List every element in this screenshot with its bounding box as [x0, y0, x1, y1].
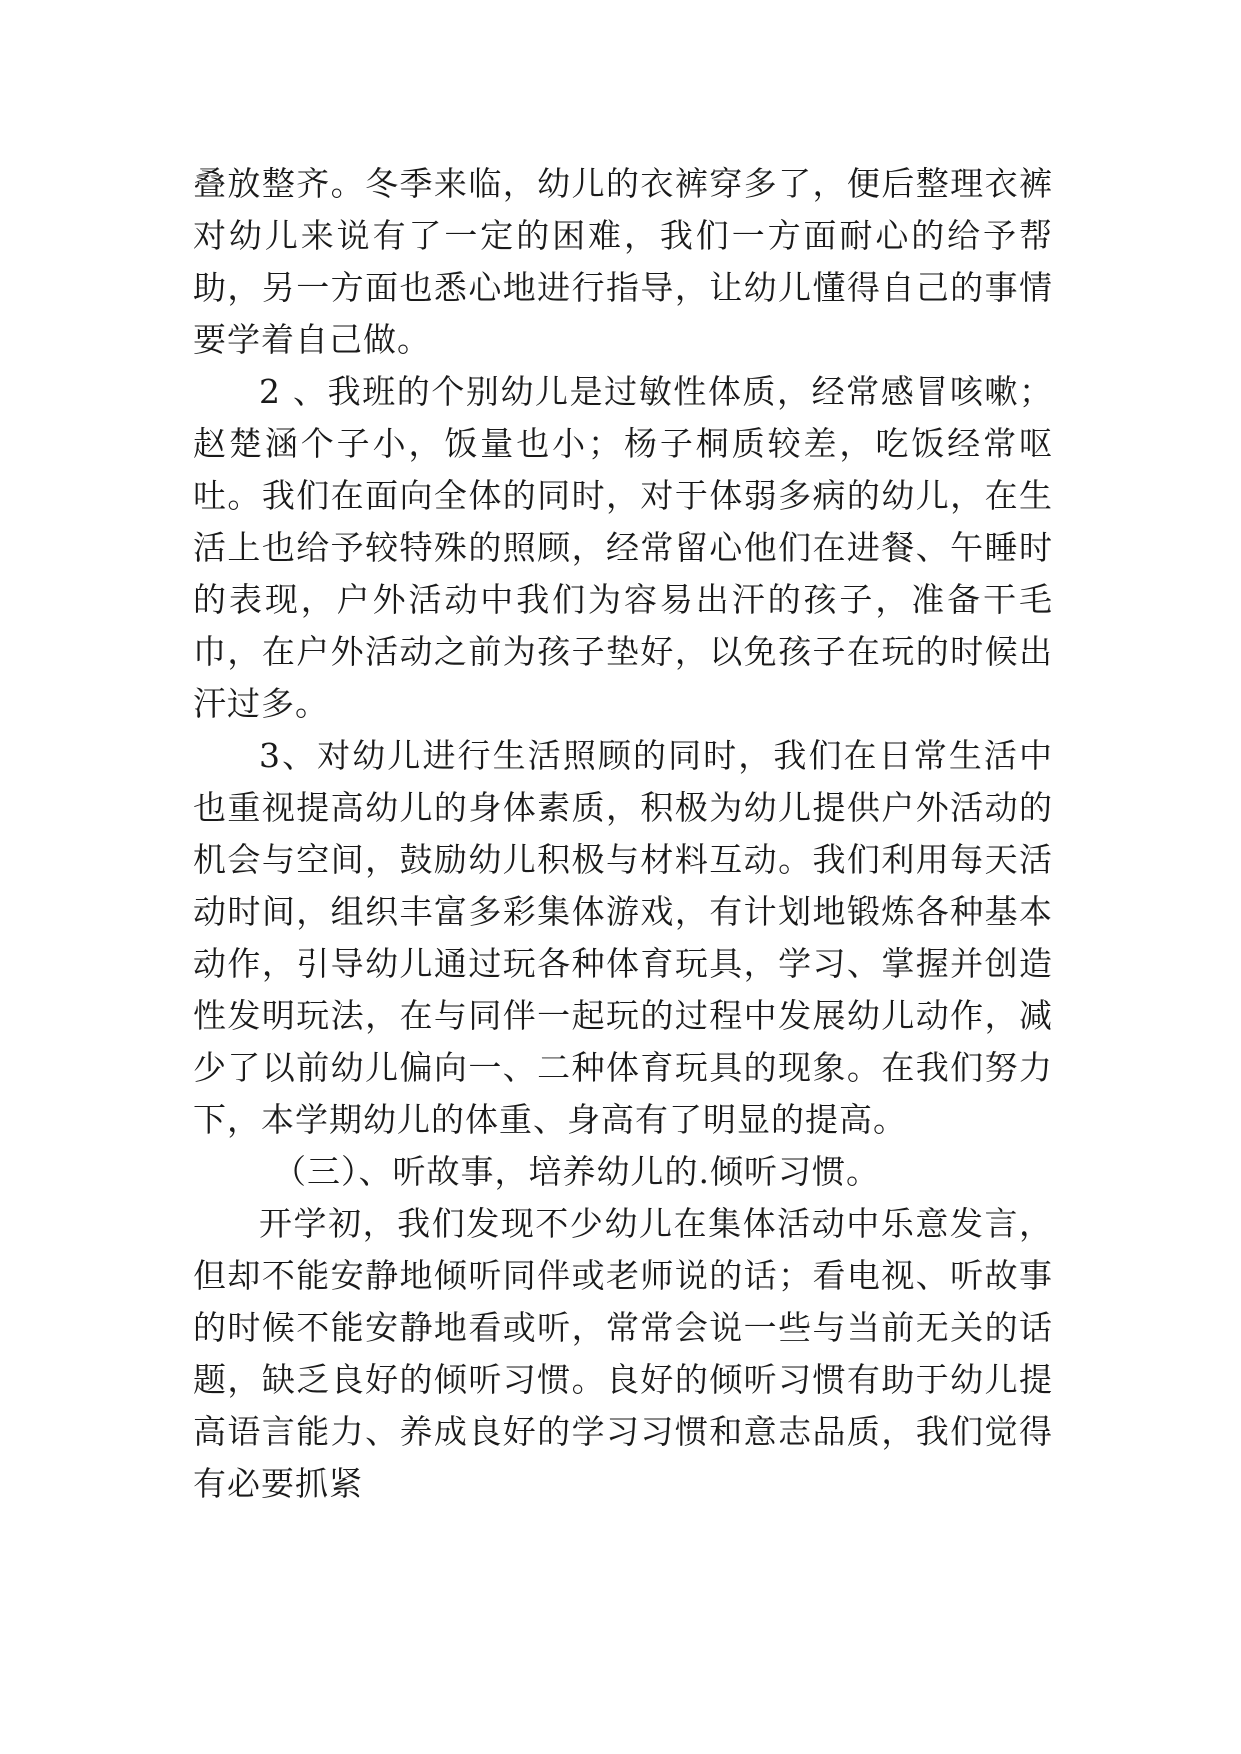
- paragraph-1: 叠放整齐。冬季来临，幼儿的衣裤穿多了，便后整理衣裤对幼儿来说有了一定的困难，我们一方面耐心的给予帮助，另一方面也悉心地进行指导，让幼儿懂得自己的事情要学着自己做。: [193, 164, 1053, 359]
- paragraph-3: 3、对幼儿进行生活照顾的同时，我们在日常生活中也重视提高幼儿的身体素质，积极为幼儿提供户外活动的机会与空间，鼓励幼儿积极与材料互动。我们利用每天活动时间，组织丰富多彩集体游戏，有计划地锻炼各种基本动作，引导幼儿通过玩各种体育玩具，学习、掌握并创造性发明玩法，在与同伴一起玩的过程中发展幼儿动作，减少了以前幼儿偏向一、二种体育玩具的现象。在我们努力下，本学期幼儿的体重、身高有了明显的提高。: [193, 736, 1053, 1139]
- document-body: [193, 158, 1053, 1510]
- paragraph-2: 2 、我班的个别幼儿是过敏性体质，经常感冒咳嗽；赵楚涵个子小，饭量也小；杨子桐质较差，吃饭经常呕吐。我们在面向全体的同时，对于体弱多病的幼儿，在生活上也给予较特殊的照顾，经常留心他们在进餐、午睡时的表现，户外活动中我们为容易出汗的孩子，准备干毛巾，在户外活动之前为孩子垫好，以免孩子在玩的时候出汗过多。: [193, 372, 1053, 723]
- section-heading: （三）、听故事，培养幼儿的.倾听习惯。: [273, 1152, 880, 1191]
- paragraph-5: 开学初，我们发现不少幼儿在集体活动中乐意发言，但却不能安静地倾听同伴或老师说的话；看电视、听故事的时候不能安静地看或听，常常会说一些与当前无关的话题，缺乏良好的倾听习惯。良好的倾听习惯有助于幼儿提高语言能力、养成良好的学习习惯和意志品质，我们觉得有必要抓紧: [193, 1204, 1053, 1503]
